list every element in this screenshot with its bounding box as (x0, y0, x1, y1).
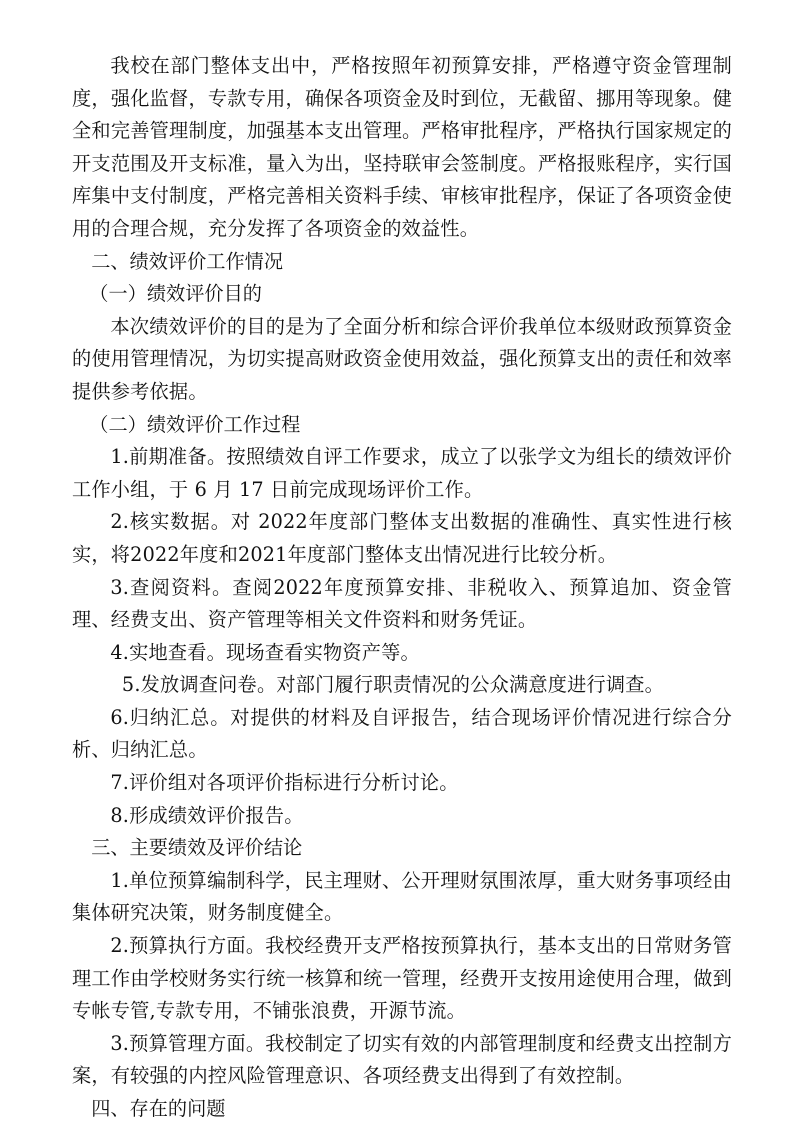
subsection-heading-2-2: （二）绩效评价工作过程 (89, 412, 301, 436)
conclusion-2: 2.预算执行方面。我校经费开支严格按预算执行，基本支出的日常财务管理工作由学校财务实行统一核算和统一管理，经费开支按用途使用合理，做到专帐专管,专款专用，不铺张浪费，开源节流。 (72, 934, 732, 1023)
process-step-7: 7.评价组对各项评价指标进行分析讨论。 (110, 771, 459, 795)
process-step-2: 2.核实数据。对 2022年度部门整体支出数据的准确性、真实性进行核实，将2022年度和2021年度部门整体支出情况进行比较分析。 (72, 510, 732, 566)
process-step-8: 8.形成绩效评价报告。 (110, 803, 304, 827)
paragraph-fund-management: 我校在部门整体支出中，严格按照年初预算安排，严格遵守资金管理制度，强化监督，专款专用，确保各项资金及时到位，无截留、挪用等现象。健全和完善管理制度，加强基本支出管理。严格审批程序，严格执行国家规定的开支范围及开支标准，量入为出，坚持联审会签制度。严格报账程序，实行国库集中支付制度，严格完善相关资料手续、审核审批程序，保证了各项资金使用的合理合规，充分发挥了各项资金的效益性。 (72, 54, 732, 240)
process-step-6: 6.归纳汇总。对提供的材料及自评报告，结合现场评价情况进行综合分析、归纳汇总。 (72, 705, 732, 762)
subsection-heading-2-1: （一）绩效评价目的 (89, 282, 262, 306)
process-step-1: 1.前期准备。按照绩效自评工作要求，成立了以张学文为组长的绩效评价工作小组，于 6 月 17 日前完成现场评价工作。 (72, 445, 732, 501)
paragraph-evaluation-purpose: 本次绩效评价的目的是为了全面分析和综合评价我单位本级财政预算资金的使用管理情况，为切实提高财政资金使用效益，强化预算支出的责任和效率提供参考依据。 (72, 314, 732, 403)
process-step-3: 3.查阅资料。查阅2022年度预算安排、非税收入、预算追加、资金管理、经费支出、资产管理等相关文件资料和财务凭证。 (72, 575, 732, 632)
conclusion-1: 1.单位预算编制科学，民主理财、公开理财氛围浓厚，重大财务事项经由集体研究决策，财务制度健全。 (72, 868, 732, 925)
section-heading-3: 三、主要绩效及评价结论 (91, 836, 303, 860)
conclusion-3: 3.预算管理方面。我校制定了切实有效的内部管理制度和经费支出控制方案，有较强的内控风险管理意识、各项经费支出得到了有效控制。 (72, 1031, 732, 1088)
process-step-5: 5.发放调查问卷。对部门履行职责情况的公众满意度进行调查。 (121, 673, 665, 697)
section-heading-4: 四、存在的问题 (91, 1097, 226, 1120)
document-page (72, 50, 732, 1126)
section-heading-2: 二、绩效评价工作情况 (91, 249, 284, 273)
process-step-4: 4.实地查看。现场查看实物资产等。 (110, 640, 420, 664)
